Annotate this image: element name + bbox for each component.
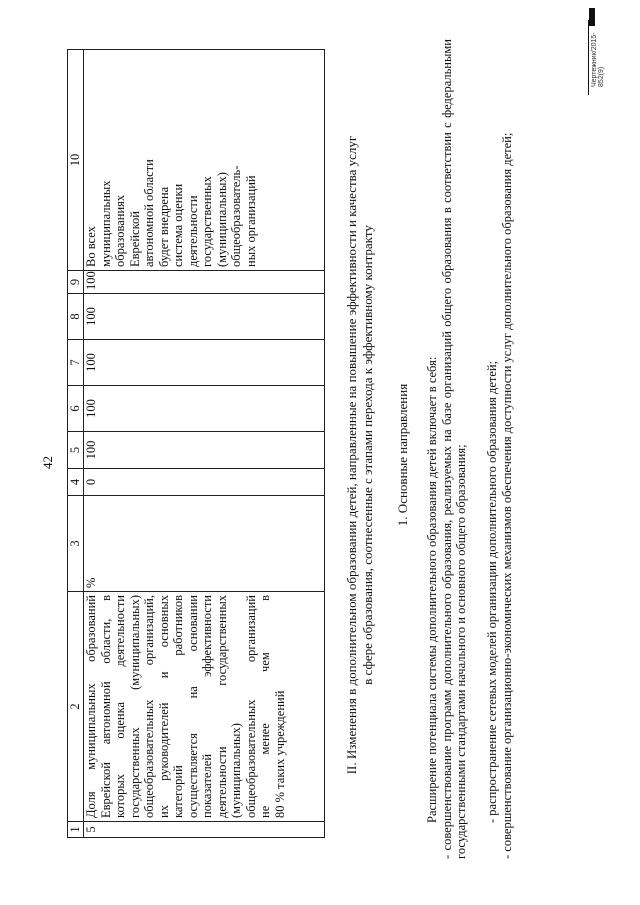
result-line: будет внедрена [156, 186, 171, 267]
indicator-table [67, 49, 325, 838]
result-line: муниципальных [98, 180, 113, 267]
header-cell: 4 [68, 469, 84, 496]
result-line: образованиях [113, 194, 127, 267]
table-header-row [68, 50, 84, 838]
result-line: общеобразователь- [229, 165, 243, 267]
header-cell: 8 [68, 294, 84, 340]
page-number: 42 [40, 456, 55, 469]
indicator-line: показателей эффективности [200, 595, 214, 818]
footer-rule [588, 20, 589, 95]
paragraph-bullet-3: - совершенствование организационно-экономических механизмов обеспечения доступности услуг дополнительного образования детей; [500, 132, 514, 859]
result-line: система оценки [171, 183, 185, 267]
indicator-line: их руководителей и основных [156, 595, 171, 818]
indicator-line: 80 % таких учреждений [272, 690, 287, 818]
value-cell: 100 [84, 294, 325, 340]
header-cell: 2 [68, 592, 84, 822]
result-line: автономной области [142, 159, 156, 267]
section-heading-line2: в сфере образования, соотнесенные с этапами перехода к эффективному контракту [360, 225, 375, 685]
value-cell: 100 [84, 340, 325, 386]
value-cell: 100 [84, 271, 325, 294]
row-number: 5 [84, 822, 325, 838]
value-cell: 100 [84, 432, 325, 469]
indicator-line: государственных (муниципальных) [127, 595, 142, 818]
header-cell: 3 [68, 496, 84, 592]
result-line: Во всех [84, 226, 98, 267]
value-cell: 0 [84, 469, 325, 496]
indicator-line: не менее чем в [258, 595, 272, 818]
subheading: 1. Основные направления [395, 383, 410, 527]
result-line: деятельности [185, 195, 200, 267]
rotated-page [40, 15, 605, 895]
paragraph-intro: Расширение потенциала системы дополнительного образования детей включает в себя: [425, 356, 439, 823]
table-row [84, 50, 325, 838]
header-cell: 1 [68, 822, 84, 838]
corner-mark [589, 8, 595, 26]
header-cell: 5 [68, 432, 84, 469]
indicator-line: общеобразовательных организаций, [142, 595, 156, 818]
indicator-line: категорий работников [171, 595, 185, 818]
indicator-line: осуществляется на основании [185, 595, 200, 818]
header-cell: 9 [68, 271, 84, 294]
result-line: (муниципальных) [214, 172, 229, 267]
indicator-line: деятельности государственных [214, 595, 229, 818]
indicator-line: Еврейской автономной области, в [98, 595, 113, 818]
value-cell: 100 [84, 386, 325, 432]
section-heading-line1: II. Изменения в дополнительном образовании детей, направленные на повышение эффективности и качества услуг [344, 135, 359, 775]
indicator-line: (муниципальных) [229, 723, 243, 818]
indicator-line: общеобразовательных организаций [243, 595, 258, 818]
result-line: ных организаций [243, 175, 258, 267]
expected-result [84, 50, 325, 271]
result-line-first [84, 53, 99, 267]
result-line: Еврейской [127, 211, 142, 267]
paragraph-bullet-2: - распространение сетевых моделей организации дополнительного образования детей; [485, 360, 499, 823]
header-cell: 7 [68, 340, 84, 386]
footer-stamp: Чертежник/2015-852(9) [591, 32, 605, 87]
indicator-line: Доля муниципальных образований [84, 595, 98, 818]
unit-cell: % [84, 496, 325, 592]
header-cell: 6 [68, 386, 84, 432]
paragraph-bullet-1: - совершенствование программ дополнительного образования, реализуемых на базе организаций общего образования в соответствии с федеральными государственными стандартами начального и основного общего образования; [440, 39, 468, 859]
indicator-name [84, 592, 325, 822]
indicator-line: которых оценка деятельности [113, 595, 127, 818]
result-line: государственных [200, 176, 214, 267]
header-cell: 10 [68, 50, 84, 271]
